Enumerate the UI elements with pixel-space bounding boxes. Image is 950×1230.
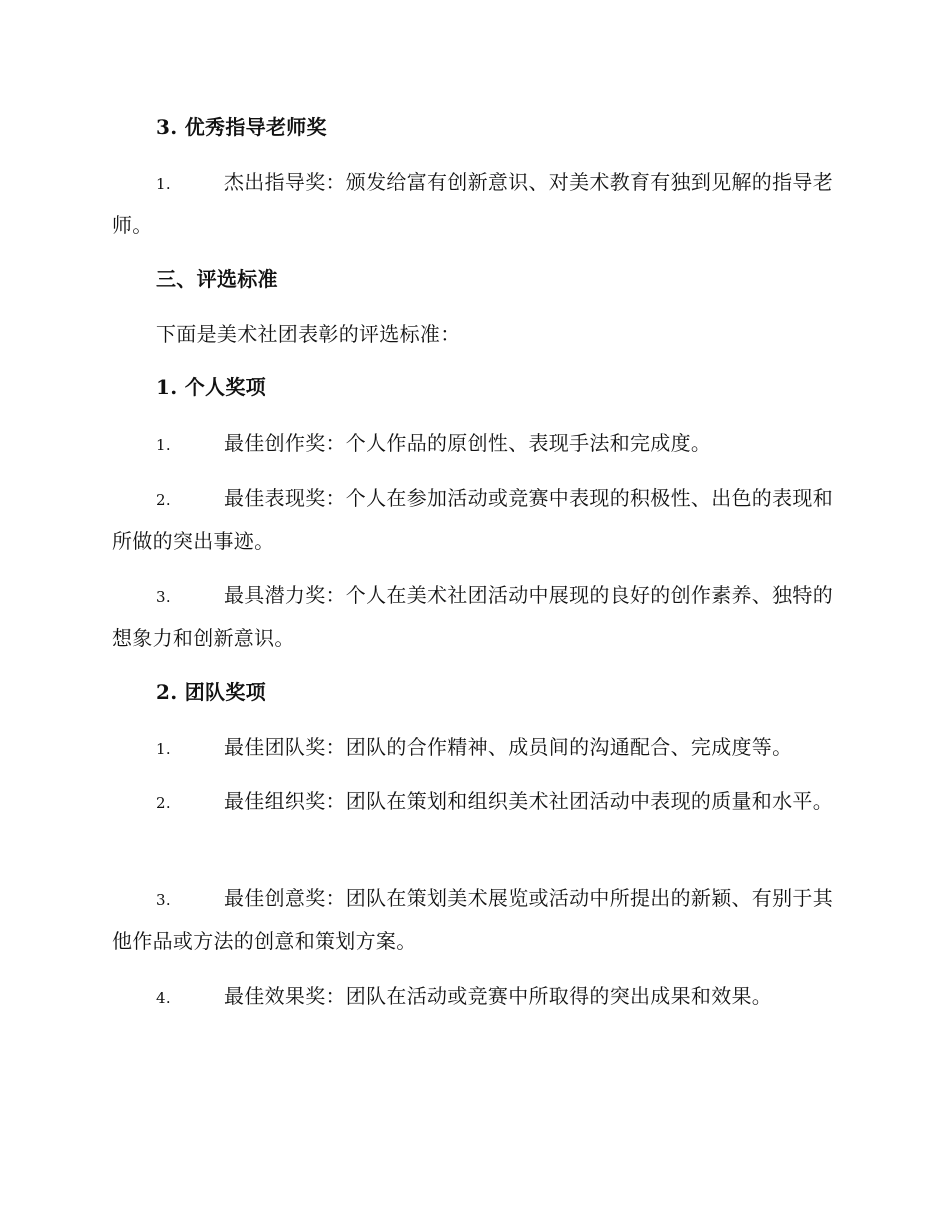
list-item xyxy=(112,781,834,824)
list-item xyxy=(112,423,834,466)
list-item xyxy=(112,575,834,659)
list-item xyxy=(112,727,834,770)
list-number: 1. xyxy=(156,740,171,758)
list-number: 2. xyxy=(156,794,171,812)
intro-paragraph: 下面是美术社团表彰的评选标准： xyxy=(156,322,461,346)
list-item xyxy=(112,878,834,962)
list-number: 1. xyxy=(156,175,171,193)
list-text: 最佳创意奖：团队在策划美术展览或活动中所提出的新颖、有别于其他作品或方法的创意和策划方案。 xyxy=(112,886,833,953)
list-text: 最佳效果奖：团队在活动或竞赛中所取得的突出成果和效果。 xyxy=(224,984,773,1008)
section-heading-criteria: 三、评选标准 xyxy=(156,267,278,291)
list-number: 3. xyxy=(156,891,171,909)
section-heading-teacher-award: 3. 优秀指导老师奖 xyxy=(156,115,327,139)
list-number: 2. xyxy=(156,491,171,509)
list-item xyxy=(112,162,834,246)
list-number: 1. xyxy=(156,436,171,454)
section-heading-individual-awards: 1. 个人奖项 xyxy=(156,375,266,399)
section-heading-team-awards: 2. 团队奖项 xyxy=(156,680,266,704)
list-text: 最佳组织奖：团队在策划和组织美术社团活动中表现的质量和水平。 xyxy=(224,789,833,813)
list-text: 最佳团队奖：团队的合作精神、成员间的沟通配合、完成度等。 xyxy=(224,735,793,759)
list-text: 杰出指导奖：颁发给富有创新意识、对美术教育有独到见解的指导老师。 xyxy=(112,170,833,237)
list-text: 最佳创作奖：个人作品的原创性、表现手法和完成度。 xyxy=(224,431,712,455)
list-text: 最佳表现奖：个人在参加活动或竞赛中表现的积极性、出色的表现和所做的突出事迹。 xyxy=(112,486,833,553)
list-item xyxy=(112,976,834,1019)
list-item xyxy=(112,478,834,562)
list-text: 最具潜力奖：个人在美术社团活动中展现的良好的创作素养、独特的想象力和创新意识。 xyxy=(112,583,833,650)
list-number: 4. xyxy=(156,989,171,1007)
list-number: 3. xyxy=(156,588,171,606)
